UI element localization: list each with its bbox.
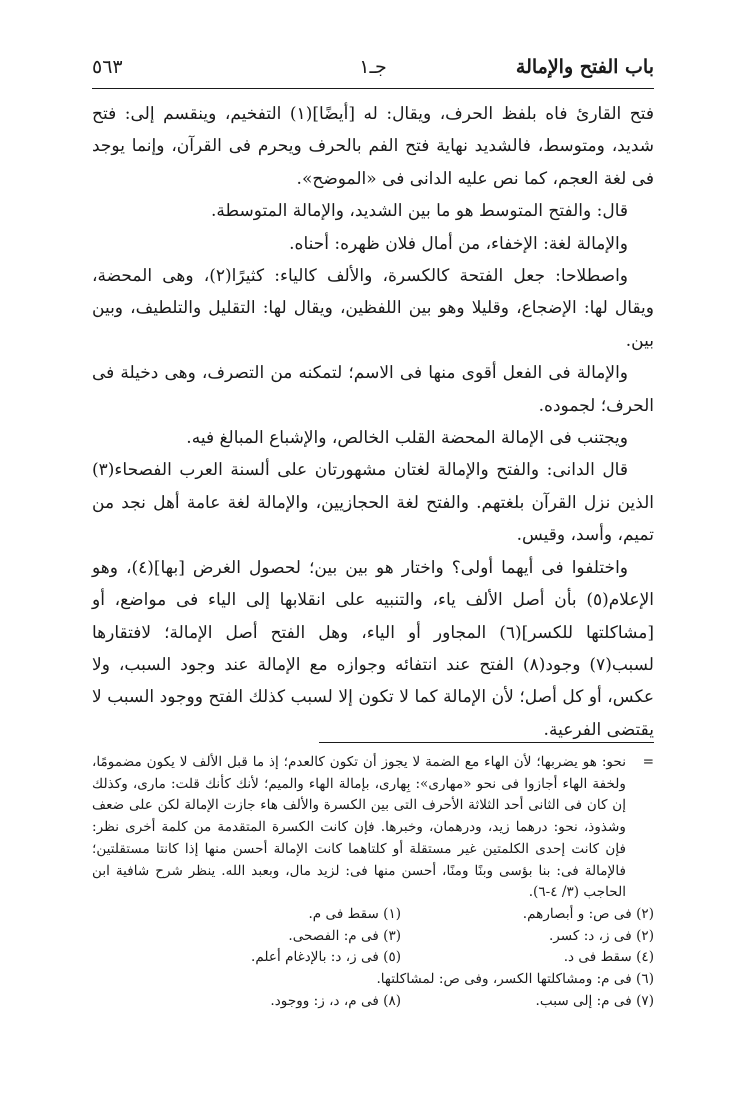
footnote-row (92, 926, 654, 948)
footnote: (٢) فى ص: و أبصارهم. (522, 905, 654, 922)
footnote-row (92, 947, 654, 969)
footnote-continuation (92, 752, 654, 904)
chapter-title: باب الفتح والإمالة (515, 56, 654, 78)
footnote-row (92, 991, 654, 1013)
paragraph: ويجتنب فى الإمالة المحضة القلب الخالص، والإشباع المبالغ فيه. (186, 428, 628, 449)
footnotes (92, 752, 654, 1012)
footnote-row (92, 969, 654, 991)
paragraph: فتح القارئ فاه بلفظ الحرف، ويقال: له [أيضًا](١) التفخيم، وينقسم إلى: فتح شديد، ومتوسط، فالشديد نهاية فتح الفم بالحرف ويحرم فى القرآن، وإنما يوجد فى لغة العجم، كما نص عليه الدانى فى «الموضح». (92, 104, 654, 189)
footnote: (٢) فى ز، د: كسر. (548, 927, 654, 944)
footnote-row (92, 904, 654, 926)
header-rule (92, 88, 654, 89)
footnote: (١) سقط فى م. (308, 905, 402, 922)
main-text (92, 98, 654, 746)
paragraph: واصطلاحا: جعل الفتحة كالكسرة، والألف كالياء: كثيرًا(٢)، وهى المحضة، ويقال لها: الإضجاع، وقليلا وهو بين اللفظين، ويقال لها: التقليل والتلطيف، وبين بين. (92, 266, 654, 351)
footnote: (٥) فى ز، د: بالإدغام أعلم. (251, 949, 402, 966)
page-number: ٥٦٣ (92, 56, 123, 78)
footnote-continuation-text: نحو: هو يضربها؛ لأن الهاء مع الضمة لا يجوز أن تكون كالعدم؛ إذ ما قبل الألف لا يكون مضمومًا، ولخفة الهاء أجازوا فى نحو «مهارى»: بِهارى، بإمالة الهاء والميم؛ لأنك كأنك قلت: مارى، وكذلك إن كان فى الثانى أحد الثلاثة الأحرف التى بين الكسرة والألف هاء جازت الإمالة لكن على ضعف وشذوذ، نحو: درهما زيد، ودرهمان، وخبرها. فإن كانت الكسرة المتقدمة من كلمة أخرى نظر: فإن كانت إحدى الكلمتين غير مستقلة أو كلتاهما كانت الإمالة أحسن منها إذا كانتا مستقلتين؛ فالإمالة فى: بنا بؤسى وبنًا ومنًا، أحسن منها فى: لزيد مال، وبعبد الله. ينظر شرح شافية ابن الحاجب (٣/ ٤-٦). (92, 754, 626, 901)
footnote: (٧) فى م: إلى سبب. (535, 992, 654, 1009)
paragraph: قال الدانى: والفتح والإمالة لغتان مشهورتان على ألسنة العرب الفصحاء(٣) الذين نزل القرآن بلغتهم. والفتح لغة الحجازيين، والإمالة لغة عامة أهل نجد من تميم، وأسد، وقيس. (92, 460, 654, 546)
running-header (92, 50, 654, 86)
paragraph: واختلفوا فى أيهما أولى؟ واختار هو بين بين؛ لحصول الغرض [بها](٤)، وهو الإعلام(٥) بأن أصل الألف ياء، والتنبيه على انقلابها إلى الياء فى مواضع، أو [مشاكلتها للكسر](٦) المجاور أو الياء، وهل الفتح أصل الإمالة؛ لافتقارها لسبب(٧) وجود(٨) الفتح عند انتفائه وجوازه مع الإمالة عند وجود السبب، ولا عكس، أو كل أصل؛ لأن الإمالة كما لا تكون إلا لسبب كذلك الفتح ووجود السبب لا يقتضى الفرعية. (92, 557, 654, 740)
footnote: (٦) فى م: ومشاكلتها الكسر، وفى ص: لمشاكلتها. (376, 971, 654, 988)
volume-label: جـ١ (359, 56, 387, 78)
footnote: (٨) فى م، د، ز: ووجود. (270, 992, 402, 1009)
footnote-rule (319, 742, 654, 743)
paragraph: قال: والفتح المتوسط هو ما بين الشديد، والإمالة المتوسطة. (211, 201, 628, 222)
footnote: (٤) سقط فى د. (563, 949, 654, 966)
paragraph: والإمالة لغة: الإخفاء، من أمال فلان ظهره: أحناه. (289, 233, 628, 254)
footnote: (٣) فى م: الفصحى. (288, 927, 402, 944)
continuation-mark: = (642, 754, 654, 770)
paragraph: والإمالة فى الفعل أقوى منها فى الاسم؛ لتمكنه من التصرف، وهى دخيلة فى الحرف؛ لجموده. (92, 363, 654, 416)
